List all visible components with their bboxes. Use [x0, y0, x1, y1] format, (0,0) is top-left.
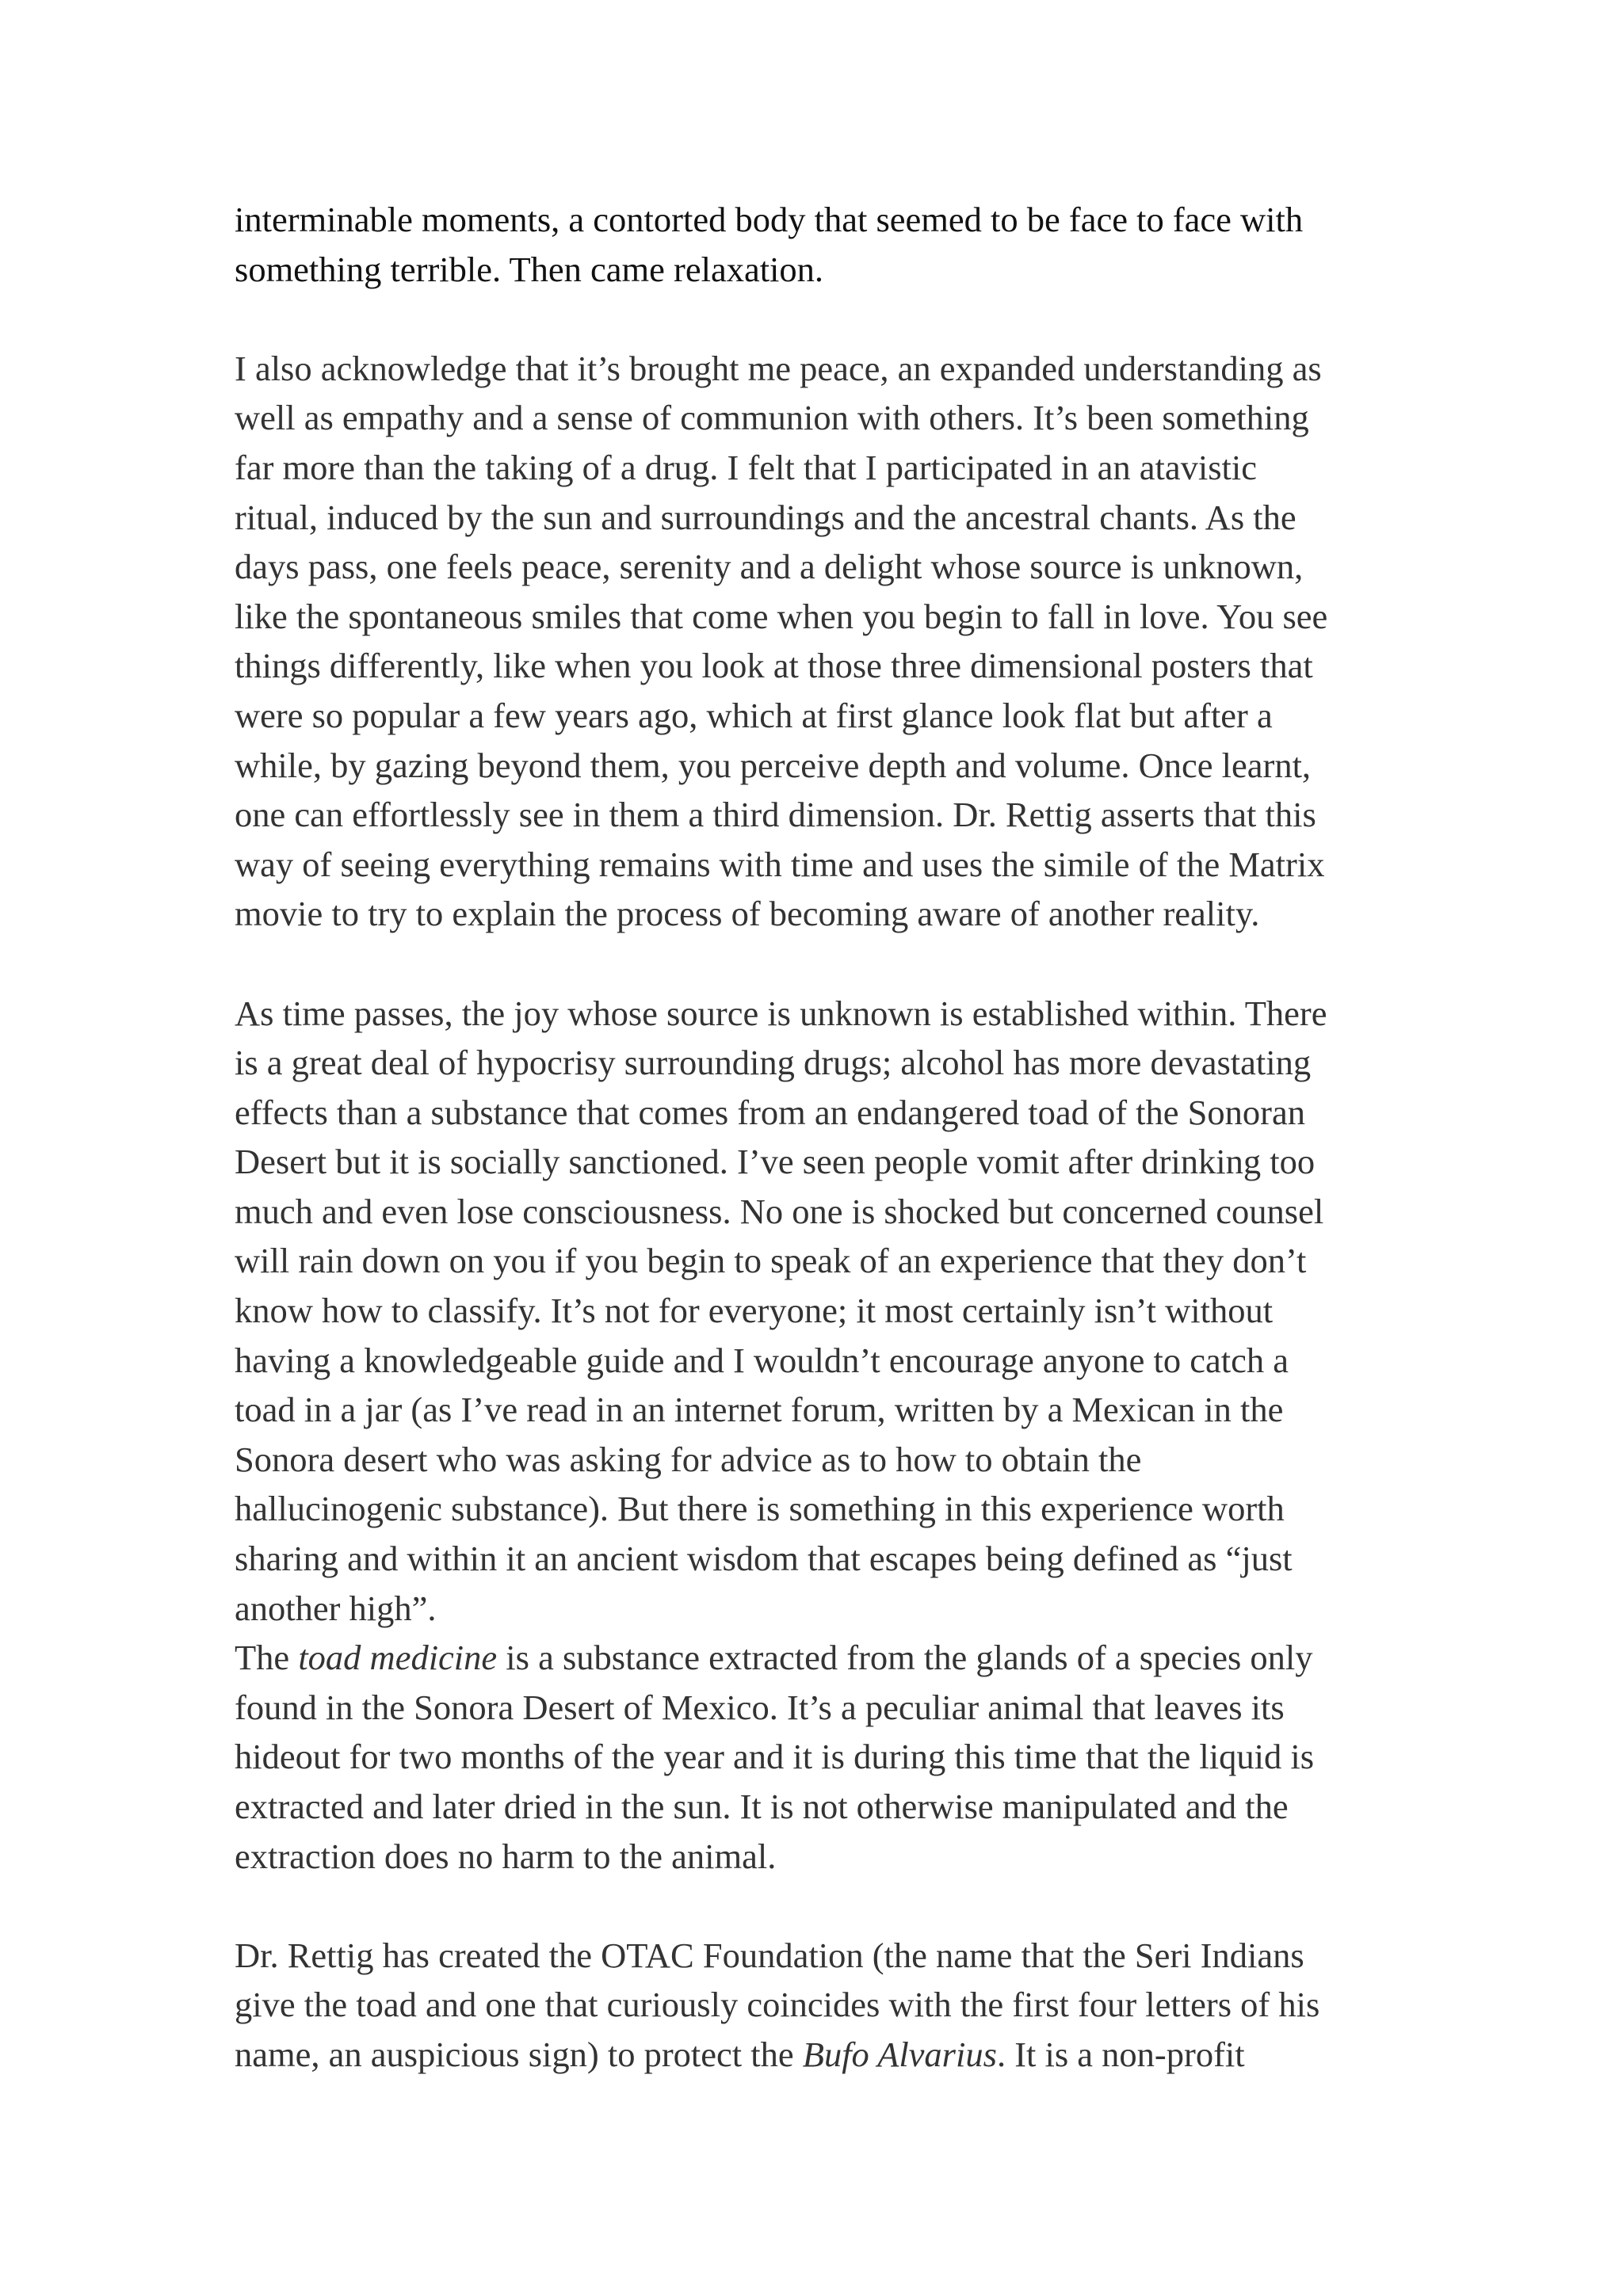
text-line: hallucinogenic substance). But there is something in this experience worth — [235, 1489, 1285, 1529]
text-line: hideout for two months of the year and it is during this time that the liquid is — [235, 1737, 1315, 1777]
text-line: extracted and later dried in the sun. It is not otherwise manipulated and the — [235, 1787, 1289, 1826]
text-line: As time passes, the joy whose source is unknown is established within. There — [235, 993, 1327, 1033]
text-line: Sonora desert who was asking for advice as to how to obtain the — [235, 1439, 1142, 1479]
text-line: movie to try to explain the process of becoming aware of another reality. — [235, 894, 1260, 934]
text-run: name, an auspicious sign) to protect the — [235, 2034, 803, 2074]
paragraph-1 — [235, 195, 1407, 294]
text-line: days pass, one feels peace, serenity and a delight whose source is unknown, — [235, 547, 1304, 587]
text-line: having a knowledgeable guide and I wouldn’t encourage anyone to catch a — [235, 1340, 1289, 1380]
text-line — [235, 2030, 1407, 2080]
text-line — [235, 1633, 1407, 1683]
text-line: things differently, like when you look at those three dimensional posters that — [235, 646, 1313, 686]
paragraph-5 — [235, 1931, 1407, 2080]
italic-term: toad medicine — [298, 1638, 498, 1678]
text-line: sharing and within it an ancient wisdom that escapes being defined as “just — [235, 1539, 1293, 1579]
text-line: way of seeing everything remains with time and uses the simile of the Matrix — [235, 844, 1325, 884]
text-line: much and even lose consciousness. No one is shocked but concerned counsel — [235, 1191, 1324, 1231]
text-line: will rain down on you if you begin to speak of an experience that they don’t — [235, 1241, 1307, 1281]
text-line: know how to classify. It’s not for everyone; it most certainly isn’t without — [235, 1291, 1274, 1331]
text-line: were so popular a few years ago, which at first glance look flat but after a — [235, 695, 1273, 735]
text-line: while, by gazing beyond them, you perceive depth and volume. Once learnt, — [235, 745, 1312, 785]
document-page — [235, 195, 1407, 2080]
text-line: is a great deal of hypocrisy surrounding drugs; alcohol has more devastating — [235, 1043, 1312, 1083]
text-line: another high”. — [235, 1588, 437, 1628]
text-line: ritual, induced by the sun and surroundings and the ancestral chants. As the — [235, 497, 1296, 537]
text-line: far more than the taking of a drug. I felt that I participated in an atavistic — [235, 447, 1258, 487]
text-line: Dr. Rettig has created the OTAC Foundation (the name that the Seri Indians — [235, 1935, 1304, 1975]
text-line: something terrible. Then came relaxation. — [235, 249, 824, 289]
paragraph-3 — [235, 989, 1407, 1634]
text-line: give the toad and one that curiously coincides with the first four letters of his — [235, 1985, 1320, 2025]
paragraph-4 — [235, 1633, 1407, 1881]
text-line: Desert but it is socially sanctioned. I’ve seen people vomit after drinking too — [235, 1142, 1316, 1182]
text-line: one can effortlessly see in them a third dimension. Dr. Rettig asserts that this — [235, 795, 1316, 835]
text-line: extraction does no harm to the animal. — [235, 1836, 777, 1876]
text-line: toad in a jar (as I’ve read in an internet forum, written by a Mexican in the — [235, 1390, 1284, 1430]
paragraph-2 — [235, 344, 1407, 939]
italic-term: Bufo Alvarius — [802, 2034, 997, 2074]
text-line: well as empathy and a sense of communion with others. It’s been something — [235, 398, 1309, 438]
text-line: I also acknowledge that it’s brought me peace, an expanded understanding as — [235, 348, 1322, 388]
text-line: interminable moments, a contorted body that seemed to be face to face with — [235, 200, 1304, 239]
text-line: like the spontaneous smiles that come when you begin to fall in love. You see — [235, 596, 1328, 636]
text-run: is a substance extracted from the glands of a species only — [497, 1638, 1313, 1678]
text-line: found in the Sonora Desert of Mexico. It’s a peculiar animal that leaves its — [235, 1687, 1285, 1727]
text-run: The — [235, 1638, 299, 1678]
text-line: effects than a substance that comes from an endangered toad of the Sonoran — [235, 1092, 1305, 1132]
text-run: . It is a non-profit — [996, 2034, 1245, 2074]
